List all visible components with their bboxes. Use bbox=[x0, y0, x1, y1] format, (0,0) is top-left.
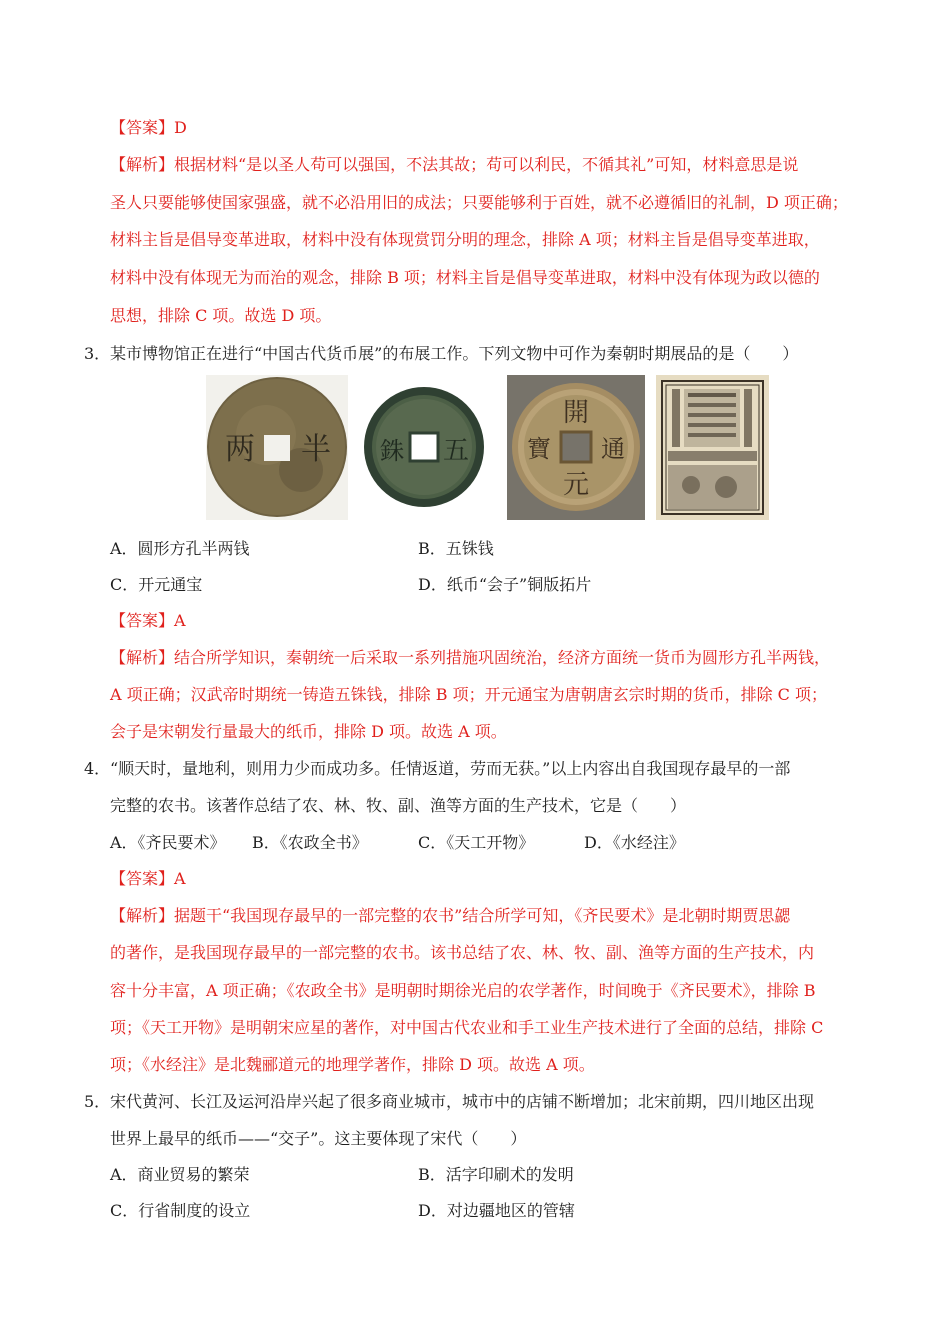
q4-stem-line-2: 完整的农书。该著作总结了农、林、牧、副、渔等方面的生产技术，它是（ ） bbox=[110, 796, 687, 815]
q5-stem-line-1: 宋代黄河、长江及运河沿岸兴起了很多商业城市，城市中的店铺不断增加；北宋前期，四川地区出现 bbox=[110, 1092, 815, 1111]
wuzhu-coin-image bbox=[362, 375, 486, 520]
banliang-coin-image bbox=[206, 375, 348, 520]
q5-option-c[interactable]: C．行省制度的设立 bbox=[110, 1201, 251, 1220]
q2-answer: 【答案】D bbox=[110, 118, 187, 137]
q4-stem-line-1: “顺天时，量地利，则用力少而成功多。任情返道，劳而无获。”以上内容出自我国现存最早的一部 bbox=[110, 759, 791, 778]
q4-option-c[interactable]: C．《天工开物》 bbox=[418, 833, 535, 852]
q3-stem: 某市博物馆正在进行“中国古代货币展”的布展工作。下列文物中可作为秦朝时期展品的是（ ） bbox=[110, 344, 799, 363]
q5-option-b[interactable]: B．活字印刷术的发明 bbox=[418, 1165, 574, 1184]
q3-option-b[interactable]: B．五铢钱 bbox=[418, 539, 494, 558]
q5-stem-line-2: 世界上最早的纸币——“交子”。这主要体现了宋代（ ） bbox=[110, 1129, 527, 1148]
kaiyuan-coin-image bbox=[507, 375, 645, 520]
q4-option-b[interactable]: B．《农政全书》 bbox=[252, 833, 368, 852]
q4-option-d[interactable]: D．《水经注》 bbox=[584, 833, 685, 852]
q2-analysis-line-2: 圣人只要能够使国家强盛，就不必沿用旧的成法；只要能够利于百姓，就不必遵循旧的礼制，D 项正确； bbox=[110, 193, 848, 212]
q2-analysis-line-3: 材料主旨是倡导变革进取，材料中没有体现赏罚分明的理念，排除 A 项；材料主旨是倡导变革进取， bbox=[110, 230, 820, 249]
huizi-print-image bbox=[656, 375, 769, 520]
coin-glyph: 元 bbox=[562, 470, 590, 500]
q5-option-a[interactable]: A．商业贸易的繁荣 bbox=[110, 1165, 250, 1184]
q3-analysis-line-1: 【解析】结合所学知识，秦朝统一后采取一系列措施巩固统治，经济方面统一货币为圆形方孔半两钱， bbox=[110, 648, 831, 667]
q4-analysis-line-2: 的著作，是我国现存最早的一部完整的农书。该书总结了农、林、牧、副、渔等方面的生产技术，内 bbox=[110, 943, 815, 962]
coin-glyph: 半 bbox=[301, 432, 331, 467]
q3-number: 3． bbox=[84, 344, 111, 363]
q4-option-a[interactable]: A．《齐民要术》 bbox=[110, 833, 226, 852]
coin-glyph: 两 bbox=[225, 432, 255, 467]
q5-number: 5． bbox=[84, 1092, 111, 1111]
coin-glyph: 通 bbox=[601, 435, 625, 463]
q3-option-a[interactable]: A．圆形方孔半两钱 bbox=[110, 539, 250, 558]
coin-glyph: 開 bbox=[562, 398, 590, 428]
coin-glyph: 銖 bbox=[380, 437, 404, 465]
coin-glyph: 寶 bbox=[527, 435, 551, 463]
q2-analysis-line-4: 材料中没有体现无为而治的观念，排除 B 项；材料主旨是倡导变革进取，材料中没有体现为政以德的 bbox=[110, 268, 820, 287]
q3-option-c[interactable]: C．开元通宝 bbox=[110, 575, 203, 594]
q3-answer: 【答案】A bbox=[110, 611, 186, 630]
q2-analysis-line-5: 思想，排除 C 项。故选 D 项。 bbox=[110, 306, 332, 325]
q5-option-d[interactable]: D．对边疆地区的管辖 bbox=[418, 1201, 575, 1220]
q4-number: 4． bbox=[84, 759, 111, 778]
q4-analysis-line-1: 【解析】据题干“我国现存最早的一部完整的农书”结合所学可知，《齐民要术》是北朝时期贾思勰 bbox=[110, 906, 791, 925]
q4-analysis-line-3: 容十分丰富，A 项正确；《农政全书》是明朝时期徐光启的农学著作，时间晚于《齐民要术》，排除 B bbox=[110, 981, 816, 1000]
q3-option-d[interactable]: D．纸币“会子”铜版拓片 bbox=[418, 575, 592, 594]
q4-analysis-line-5: 项；《水经注》是北魏郦道元的地理学著作，排除 D 项。故选 A 项。 bbox=[110, 1055, 595, 1074]
coin-glyph: 五 bbox=[442, 436, 470, 466]
q3-analysis-line-2: A 项正确；汉武帝时期统一铸造五铢钱，排除 B 项；开元通宝为唐朝唐玄宗时期的货币，排除 C 项； bbox=[110, 685, 827, 704]
q2-analysis-line-1: 【解析】根据材料“是以圣人苟可以强国，不法其故；苟可以利民，不循其礼”可知，材料意思是说 bbox=[110, 155, 799, 174]
q3-analysis-line-3: 会子是宋朝发行量最大的纸币，排除 D 项。故选 A 项。 bbox=[110, 722, 507, 741]
q4-answer: 【答案】A bbox=[110, 869, 186, 888]
q4-analysis-line-4: 项；《天工开物》是明朝宋应星的著作，对中国古代农业和手工业生产技术进行了全面的总结，排除 C bbox=[110, 1018, 824, 1037]
